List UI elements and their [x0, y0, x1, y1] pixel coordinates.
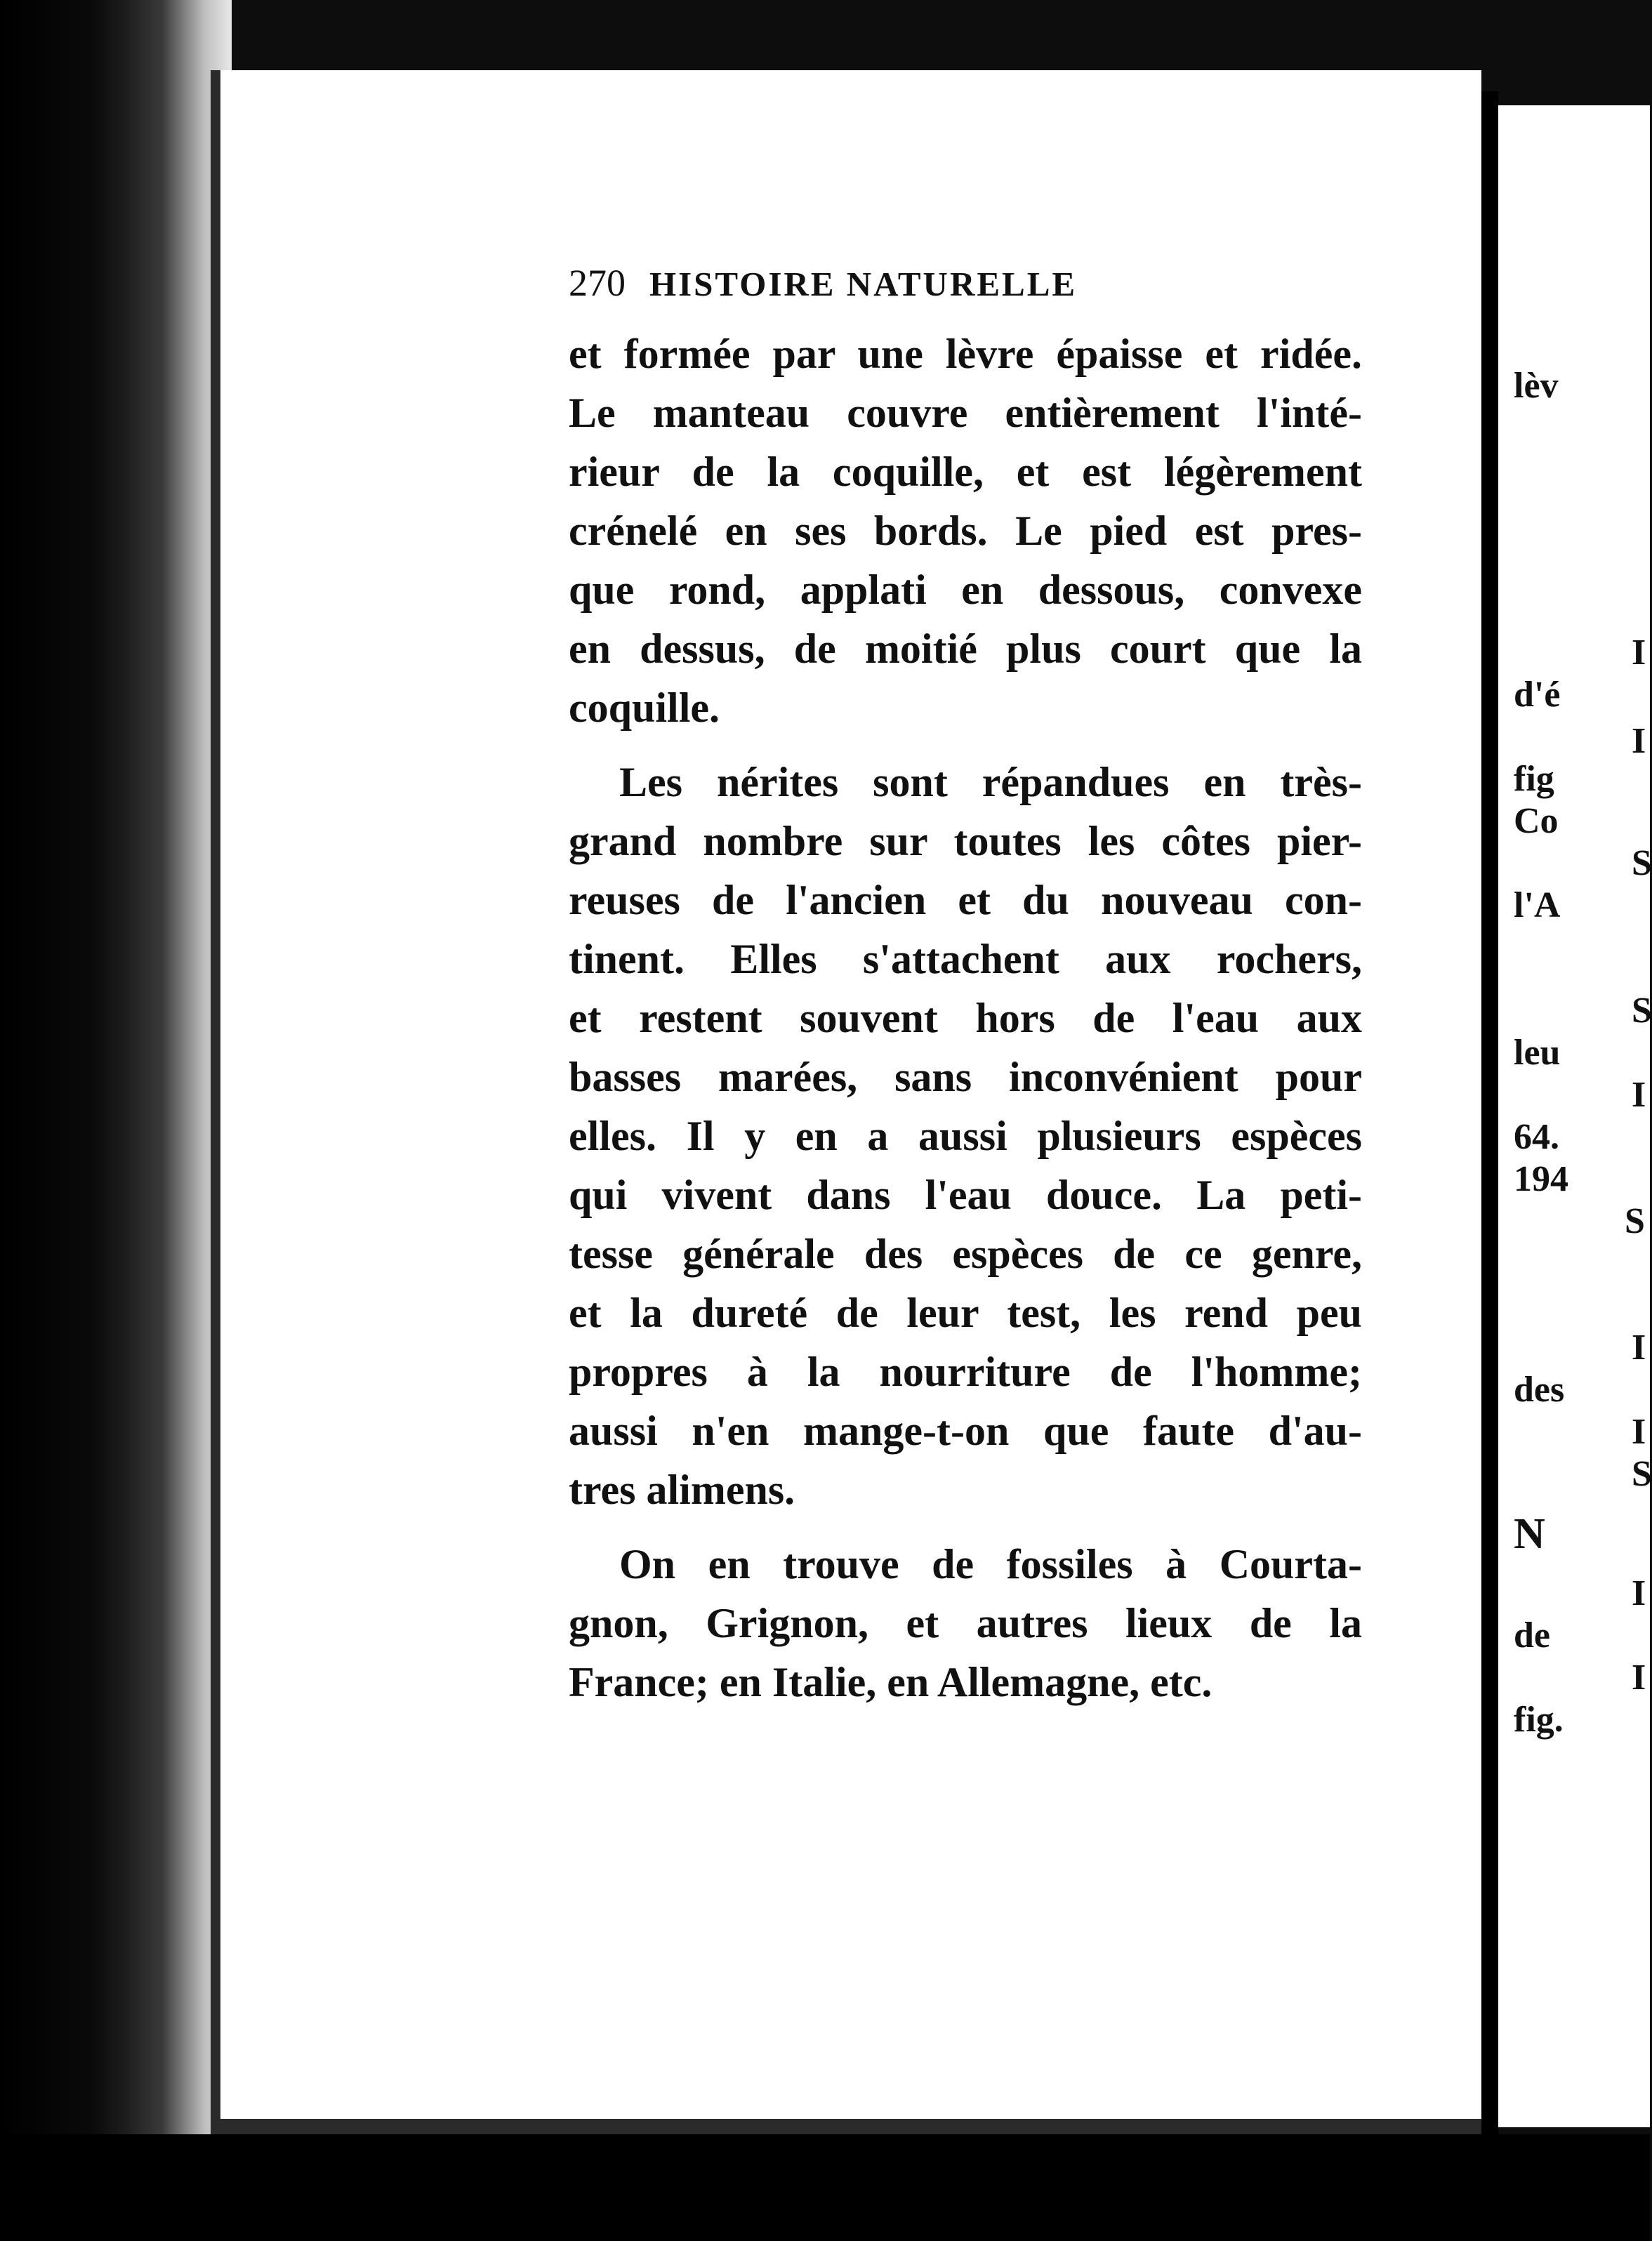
- text-line: aussi n'en mange-t-on que faute d'au-: [569, 1408, 1362, 1454]
- text-line: France; en Italie, en Allemagne, etc.: [569, 1659, 1212, 1705]
- text-line: tres alimens.: [569, 1467, 795, 1513]
- facing-fragment: leu: [1514, 1033, 1561, 1073]
- facing-fragment: I: [1632, 1328, 1646, 1368]
- facing-fragment: 64.: [1514, 1117, 1559, 1157]
- text-line: en dessus, de moitié plus court que la: [569, 626, 1362, 672]
- paragraph-3: [569, 1535, 1362, 1712]
- facing-fragment: N: [1514, 1510, 1545, 1558]
- text-line: et formée par une lèvre épaisse et ridée.: [569, 331, 1362, 377]
- text-line: que rond, applati en dessous, convexe: [569, 567, 1362, 613]
- facing-fragment: I: [1632, 721, 1646, 761]
- facing-fragment: S: [1632, 1454, 1652, 1494]
- text-line: rieur de la coquille, et est légèrement: [569, 449, 1362, 495]
- book-binding-edge: [0, 0, 232, 2241]
- page-gutter: [1481, 91, 1498, 2169]
- facing-fragment: Co: [1514, 801, 1559, 841]
- facing-fragment: l'A: [1514, 885, 1561, 925]
- text-line: On en trouve de fossiles à Courta-: [619, 1541, 1362, 1587]
- paragraph-1: [569, 324, 1362, 737]
- text-line: coquille.: [569, 685, 720, 731]
- running-header: [569, 261, 1243, 305]
- facing-fragment: I: [1632, 633, 1646, 673]
- scan-bottom-border: [0, 2134, 1650, 2241]
- text-line: et restent souvent hors de l'eau aux: [569, 995, 1362, 1041]
- facing-fragment: S: [1632, 843, 1652, 883]
- text-line: gnon, Grignon, et autres lieux de la: [569, 1600, 1362, 1646]
- facing-fragment: S: [1632, 991, 1652, 1031]
- facing-page-edge: [1498, 105, 1650, 2127]
- text-line: tinent. Elles s'attachent aux rochers,: [569, 936, 1362, 982]
- text-line: elles. Il y en a aussi plusieurs espèces: [569, 1113, 1362, 1159]
- paragraph-2: [569, 753, 1362, 1519]
- facing-fragment: I: [1632, 1658, 1646, 1698]
- facing-fragment: I: [1632, 1573, 1646, 1613]
- text-line: qui vivent dans l'eau douce. La peti-: [569, 1172, 1362, 1218]
- facing-fragment: fig.: [1514, 1700, 1564, 1740]
- facing-fragment: des: [1514, 1370, 1565, 1410]
- page-number: 270: [569, 262, 626, 304]
- text-line: basses marées, sans inconvénient pour: [569, 1054, 1362, 1100]
- facing-fragment: I: [1632, 1412, 1646, 1452]
- running-title: HISTOIRE NATURELLE: [649, 265, 1078, 303]
- text-line: Le manteau couvre entièrement l'inté-: [569, 390, 1362, 436]
- text-line: propres à la nourriture de l'homme;: [569, 1349, 1362, 1395]
- text-line: crénelé en ses bords. Le pied est pres-: [569, 508, 1362, 554]
- facing-fragment: I: [1632, 1075, 1646, 1115]
- text-line: et la dureté de leur test, les rend peu: [569, 1290, 1362, 1336]
- text-line: reuses de l'ancien et du nouveau con-: [569, 877, 1362, 923]
- facing-fragment: fig: [1514, 759, 1554, 799]
- body-text: [569, 324, 1362, 1712]
- facing-fragment: 194: [1514, 1159, 1568, 1199]
- text-line: tesse générale des espèces de ce genre,: [569, 1231, 1362, 1277]
- facing-fragment: de: [1514, 1615, 1550, 1655]
- facing-fragment: S: [1625, 1201, 1645, 1241]
- text-line: grand nombre sur toutes les côtes pier-: [569, 818, 1362, 864]
- text-line: Les nérites sont répandues en très-: [619, 759, 1362, 805]
- facing-fragment: d'é: [1514, 675, 1561, 715]
- facing-fragment: lèv: [1514, 366, 1559, 406]
